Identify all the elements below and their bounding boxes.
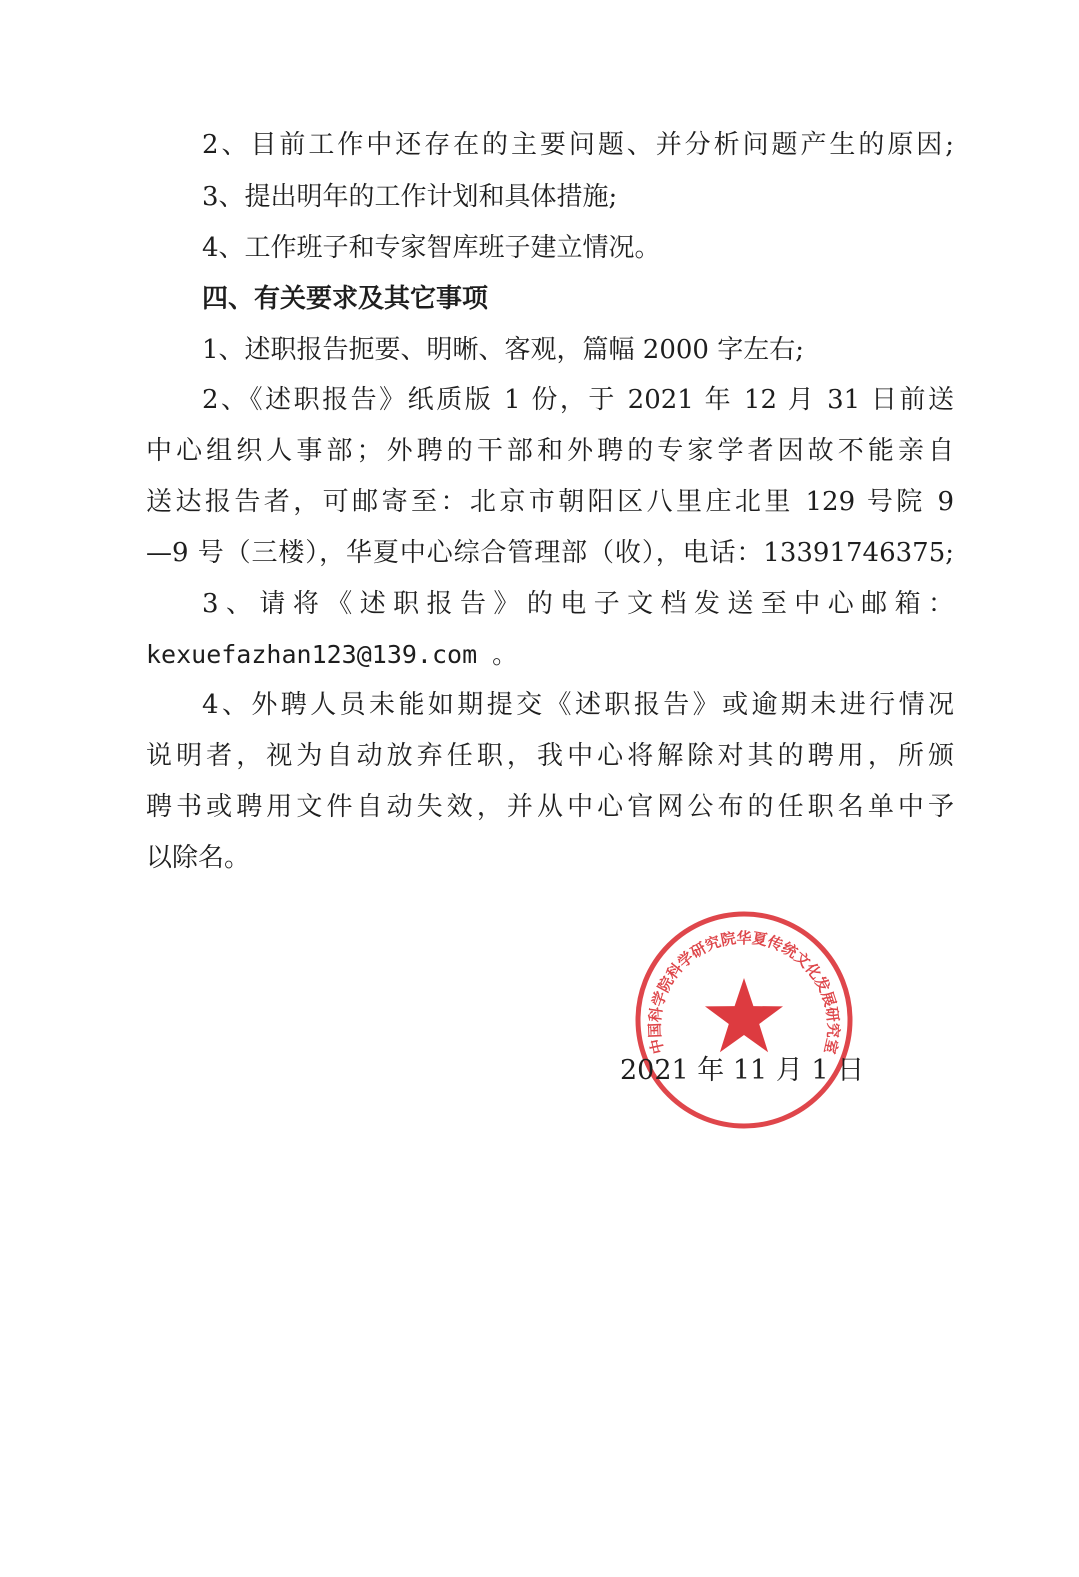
paragraph-line: —9 号（三楼），华夏中心综合管理部（收），电话：13391746375; — [146, 538, 954, 568]
paragraph-line: 2、《述职报告》纸质版 1 份，于 2021 年 12 月 31 日前送 — [202, 385, 954, 415]
section-heading: 四、有关要求及其它事项 — [202, 284, 489, 314]
seal-star-icon — [705, 978, 783, 1052]
seal-text-path: 中国科学院科学研究院华夏传统文化发展研究室 — [645, 928, 843, 1056]
list-item: 2、目前工作中还存在的主要问题、并分析问题产生的原因; — [202, 130, 954, 160]
list-item: 3、提出明年的工作计划和具体措施; — [202, 182, 618, 212]
paragraph-line: 3、请将《述职报告》的电子文档发送至中心邮箱： — [202, 589, 954, 619]
list-item: 1、述职报告扼要、明晰、客观，篇幅 2000 字左右; — [202, 335, 804, 365]
paragraph-line: 中心组织人事部；外聘的干部和外聘的专家学者因故不能亲自 — [146, 436, 954, 466]
document-date: 2021 年 11 月 1 日 — [620, 1055, 865, 1086]
paragraph-line: 送达报告者，可邮寄至：北京市朝阳区八里庄北里 129 号院 9 — [146, 487, 954, 517]
paragraph-line: 说明者，视为自动放弃任职，我中心将解除对其的聘用，所颁 — [146, 741, 954, 771]
official-seal — [632, 908, 856, 1132]
paragraph-line: 4、外聘人员未能如期提交《述职报告》或逾期未进行情况 — [202, 690, 954, 720]
email-address: kexuefazhan123@139.com 。 — [146, 640, 518, 669]
paragraph-line: 聘书或聘用文件自动失效，并从中心官网公布的任职名单中予 — [146, 792, 954, 822]
paragraph-line: 以除名。 — [146, 843, 251, 873]
list-item: 4、工作班子和专家智库班子建立情况。 — [202, 233, 661, 263]
